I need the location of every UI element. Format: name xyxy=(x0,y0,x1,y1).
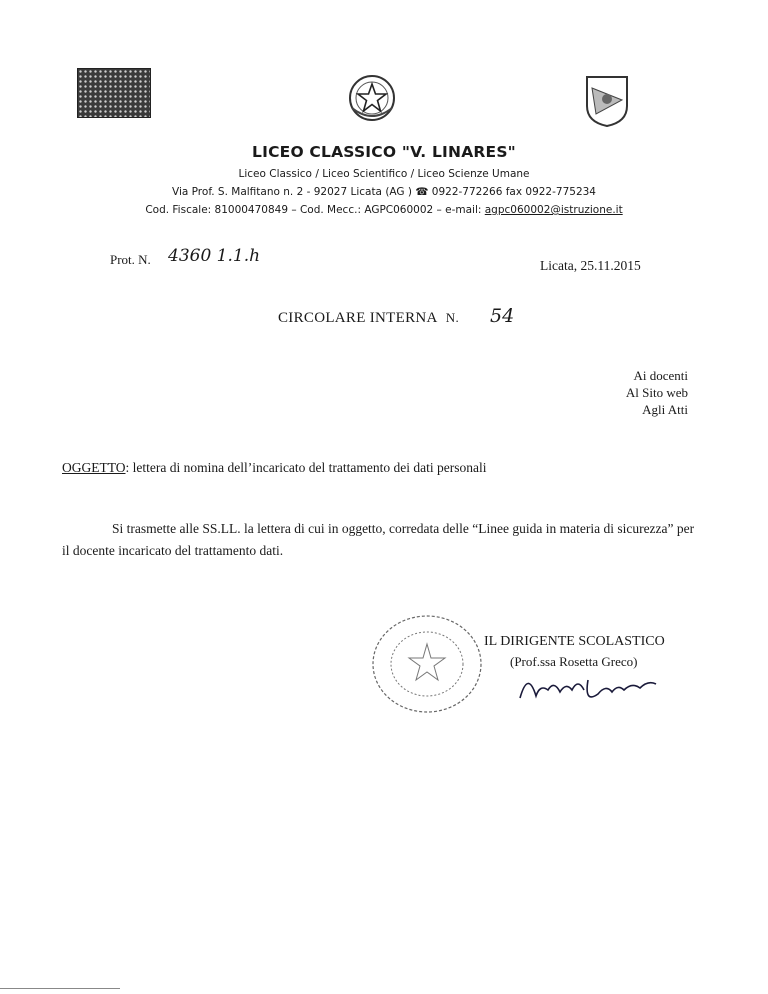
school-email-link[interactable]: agpc060002@istruzione.it xyxy=(484,204,623,216)
telephone-icon: ☎ xyxy=(415,186,429,198)
body-paragraph: Si trasmette alle SS.LL. la lettera di cui in oggetto, corredata delle “Linee guida in materia di sicurezza” per il docente incaricato del trattamento dati. xyxy=(62,521,695,558)
subject-text: : lettera di nomina dell’incaricato del trattamento dei dati personali xyxy=(125,460,487,475)
codes-text: Cod. Fiscale: 81000470849 – Cod. Mecc.: AGPC060002 – e-mail: xyxy=(145,204,485,216)
phone-fax-text: 0922-772266 fax 0922-775234 xyxy=(428,186,596,198)
school-codes xyxy=(0,204,768,216)
handwritten-signature xyxy=(514,660,664,706)
eu-flag-logo xyxy=(77,68,151,118)
bottom-rule xyxy=(0,988,120,989)
recipient-item: Agli Atti xyxy=(642,402,688,417)
protocol-number: 4360 1.1.h xyxy=(168,246,261,266)
circular-title xyxy=(278,310,459,327)
italian-republic-emblem xyxy=(344,72,400,124)
place-date: Licata, 25.11.2015 xyxy=(540,258,641,273)
sicilian-region-emblem xyxy=(582,72,632,128)
circular-number: 54 xyxy=(490,305,515,327)
school-stamp xyxy=(368,612,486,716)
school-name: LICEO CLASSICO "V. LINARES" xyxy=(252,143,516,161)
school-address xyxy=(0,186,768,198)
circular-title-text: CIRCOLARE INTERNA xyxy=(278,310,438,326)
recipients-list xyxy=(626,367,688,418)
school-types: Liceo Classico / Liceo Scientifico / Liceo Scienze Umane xyxy=(238,168,530,180)
recipient-item: Al Sito web xyxy=(625,385,688,400)
protocol-label: Prot. N. xyxy=(110,252,151,267)
signatory-name: (Prof.ssa Rosetta Greco) xyxy=(510,654,638,669)
circular-number-label: N. xyxy=(445,310,460,325)
address-text: Via Prof. S. Malfitano n. 2 - 92027 Licata (AG ) xyxy=(172,186,416,198)
subject-label: OGGETTO xyxy=(62,460,126,475)
recipient-item: Ai docenti xyxy=(633,368,688,383)
signatory-title: IL DIRIGENTE SCOLASTICO xyxy=(484,634,665,649)
subject-line xyxy=(62,460,487,476)
